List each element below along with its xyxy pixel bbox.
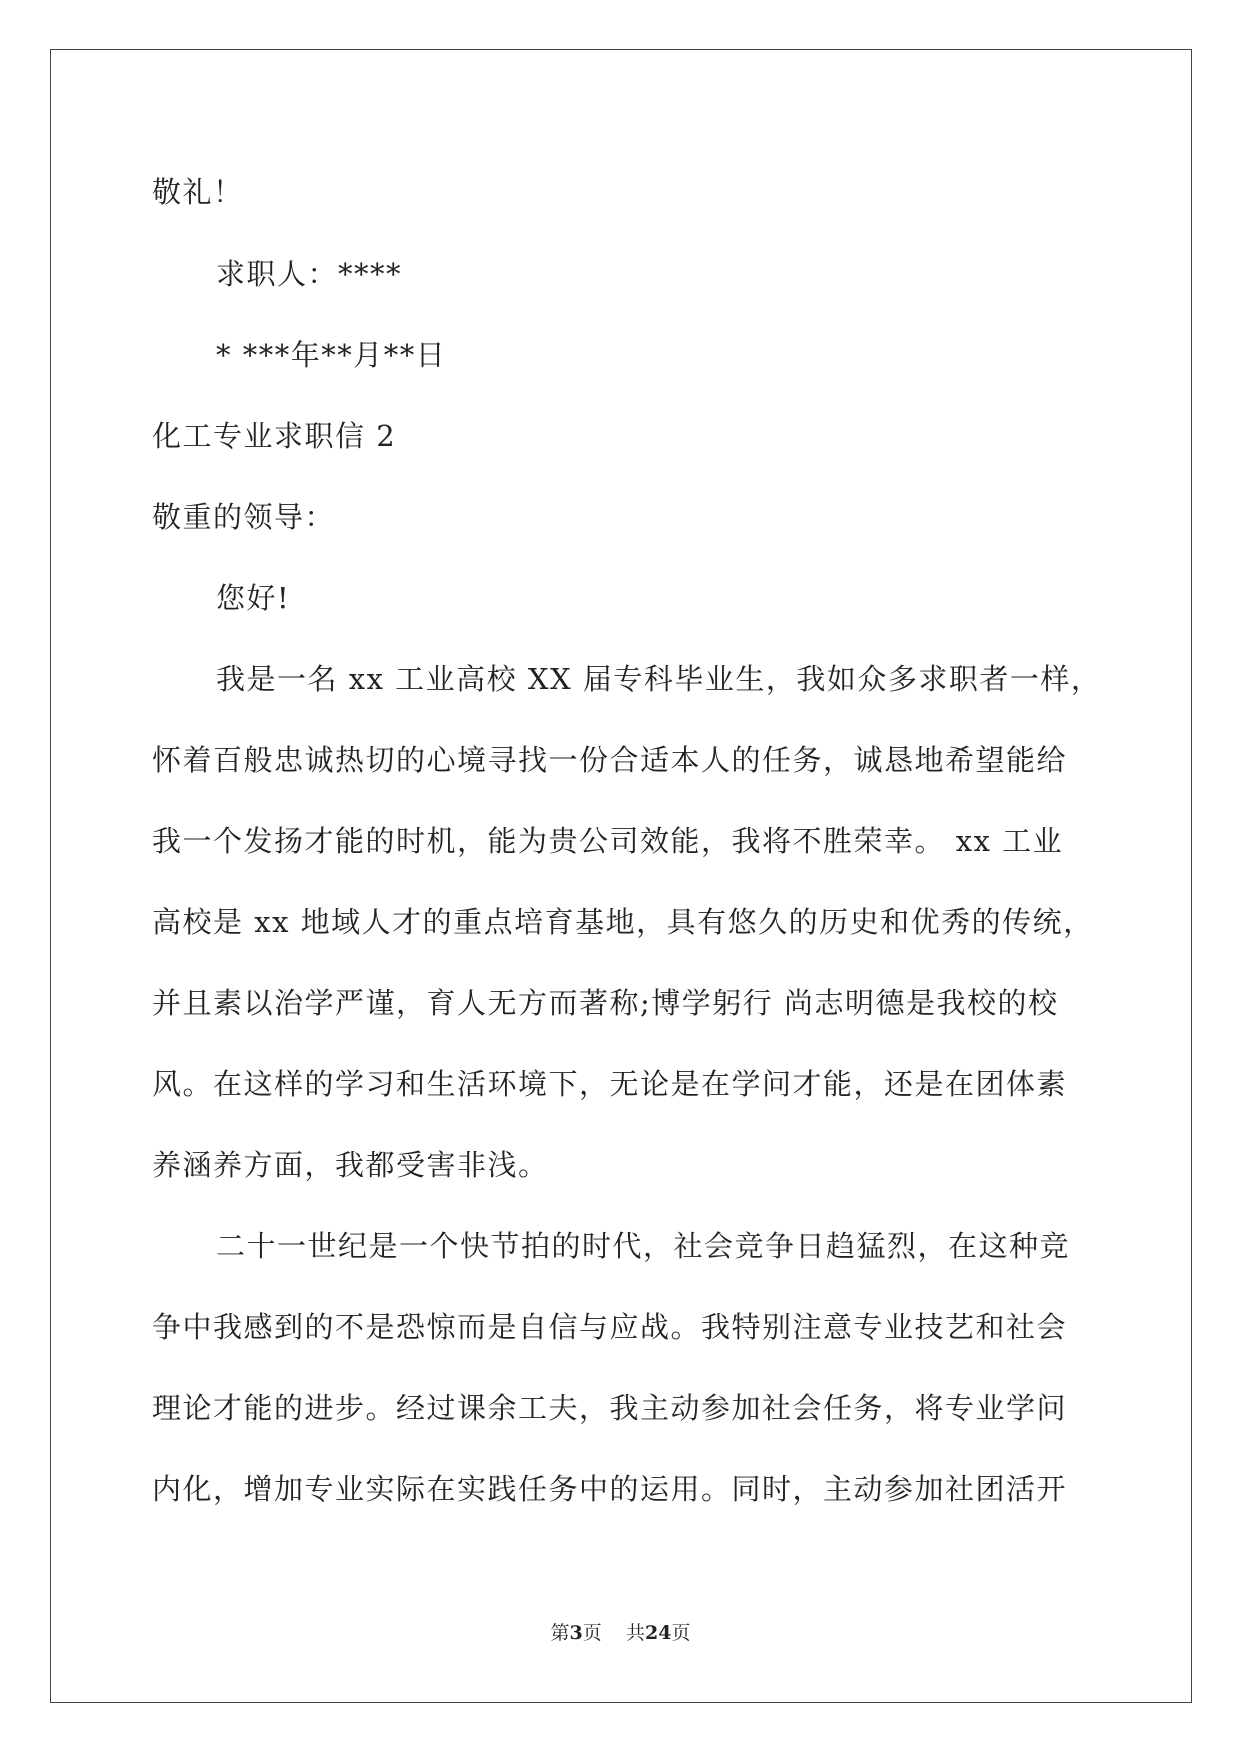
page-prefix: 第 xyxy=(550,1622,570,1644)
total-pages: 24 xyxy=(644,1622,672,1644)
page-number: 3 xyxy=(569,1622,583,1644)
paragraph-line: 并且素以治学严谨，育人无方而著称;博学躬行 尚志明德是我校的校 xyxy=(152,986,1059,1020)
paragraph-line: 内化，增加专业实际在实践任务中的运用。同时，主动参加社团活开 xyxy=(152,1472,1068,1506)
paragraph-line: 风。在这样的学习和生活环境下，无论是在学问才能，还是在团体素 xyxy=(152,1067,1068,1101)
paragraph-line: 争中我感到的不是恐惊而是自信与应战。我特别注意专业技艺和社会 xyxy=(152,1310,1068,1344)
closing-salutation: 敬礼！ xyxy=(152,175,244,209)
paragraph-line: 二十一世纪是一个快节拍的时代，社会竞争日趋猛烈，在这种竞 xyxy=(216,1229,1071,1263)
paragraph-line: 高校是 xx 地域人才的重点培育基地，具有悠久的历史和优秀的传统， xyxy=(152,905,1094,939)
letter-greeting: 敬重的领导： xyxy=(152,500,336,534)
paragraph-line: 养涵养方面，我都受害非浅。 xyxy=(152,1148,549,1182)
page-border xyxy=(50,49,1192,1703)
applicant-signature: 求职人：**** xyxy=(216,257,403,291)
paragraph-line: 理论才能的进步。经过课余工夫，我主动参加社会任务，将专业学问 xyxy=(152,1391,1068,1425)
total-prefix: 共 xyxy=(625,1622,645,1644)
total-suffix: 页 xyxy=(671,1622,691,1644)
page-suffix: 页 xyxy=(582,1622,602,1644)
paragraph-line: 怀着百般忠诚热切的心境寻找一份合适本人的任务，诚恳地希望能给 xyxy=(152,743,1068,777)
page-footer xyxy=(0,1621,1241,1645)
letter-hello: 您好! xyxy=(216,581,291,615)
letter-title: 化工专业求职信 2 xyxy=(152,419,397,453)
paragraph-line: 我一个发扬才能的时机，能为贵公司效能，我将不胜荣幸。 xx 工业 xyxy=(152,824,1064,858)
signature-date: * ***年**月**日 xyxy=(216,338,447,372)
paragraph-line: 我是一名 xx 工业高校 XX 届专科毕业生，我如众多求职者一样， xyxy=(216,662,1102,696)
